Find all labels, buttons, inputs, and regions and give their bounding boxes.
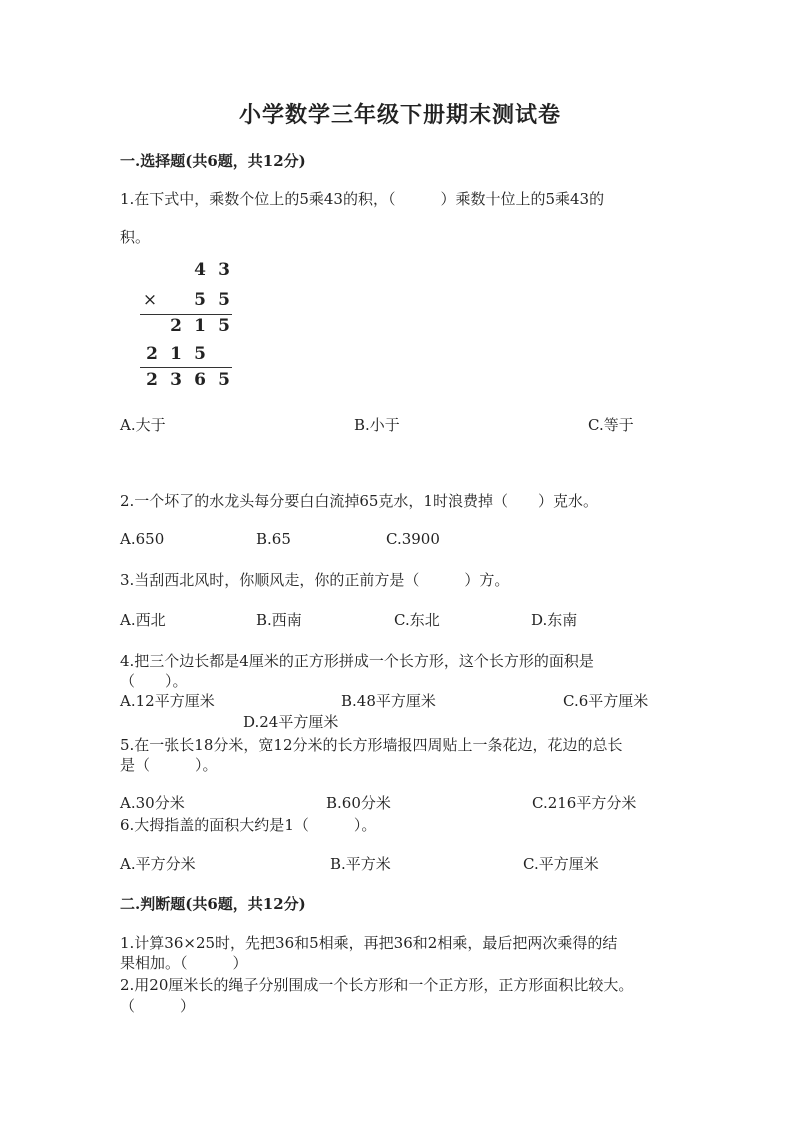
- option-a: A.650: [120, 530, 165, 548]
- question-5-line-2: 是（ ）。: [120, 756, 218, 774]
- section-heading-choice: 一.选择题(共6题，共12分): [120, 152, 306, 170]
- digit: 5: [218, 316, 230, 336]
- digit: 5: [218, 290, 230, 310]
- question-4-line-1: 4.把三个边长都是4厘米的正方形拼成一个长方形，这个长方形的面积是: [120, 652, 594, 670]
- option-c: C.216平方分米: [532, 794, 637, 812]
- option-d: D.24平方厘米: [243, 713, 339, 731]
- question-1-line-1: 1.在下式中，乘数个位上的5乘43的积，（ ）乘数十位上的5乘43的: [120, 190, 605, 208]
- option-a: A.12平方厘米: [120, 692, 215, 710]
- option-b: B.平方米: [330, 855, 391, 873]
- question-2: 2.一个坏了的水龙头每分要白白流掉65克水，1时浪费掉（ ）克水。: [120, 492, 598, 510]
- option-c: C.东北: [394, 611, 440, 629]
- digit: 5: [194, 344, 206, 364]
- option-b: B.60分米: [326, 794, 391, 812]
- option-c: C.平方厘米: [523, 855, 599, 873]
- judgment-1-line-1: 1.计算36×25时，先把36和5相乘，再把36和2相乘，最后把两次乘得的结: [120, 934, 618, 952]
- option-c: C.6平方厘米: [563, 692, 649, 710]
- digit: 2: [146, 370, 158, 390]
- digit: 3: [170, 370, 182, 390]
- option-c: C.等于: [588, 416, 634, 434]
- question-3: 3.当刮西北风时，你顺风走，你的正前方是（ ）方。: [120, 571, 510, 589]
- option-b: B.65: [256, 530, 291, 548]
- digit: 5: [218, 370, 230, 390]
- question-1-line-2: 积。: [120, 228, 151, 246]
- option-a: A.大于: [120, 416, 166, 434]
- question-4-line-2: （ ）。: [120, 672, 188, 690]
- digit: 5: [194, 290, 206, 310]
- digit: 1: [170, 344, 182, 364]
- calc-rule: [140, 367, 232, 368]
- option-a: A.西北: [120, 611, 166, 629]
- option-b: B.小于: [354, 416, 400, 434]
- judgment-2-line-1: 2.用20厘米长的绳子分别围成一个长方形和一个正方形，正方形面积比较大。: [120, 976, 634, 994]
- digit: 1: [194, 316, 206, 336]
- question-6: 6.大拇指盖的面积大约是1（ ）。: [120, 816, 377, 834]
- option-b: B.48平方厘米: [341, 692, 436, 710]
- vertical-multiplication: [140, 258, 235, 393]
- digit: 2: [146, 344, 158, 364]
- judgment-1-line-2: 果相加。（ ）: [120, 954, 248, 972]
- option-a: A.30分米: [120, 794, 185, 812]
- digit: 3: [218, 260, 230, 280]
- digit: 4: [194, 260, 206, 280]
- option-a: A.平方分米: [120, 855, 196, 873]
- digit: 6: [194, 370, 206, 390]
- judgment-2-line-2: （ ）: [120, 997, 196, 1015]
- option-c: C.3900: [386, 530, 440, 548]
- times-sign: ×: [142, 290, 158, 310]
- question-5-line-1: 5.在一张长18分米，宽12分米的长方形墙报四周贴上一条花边，花边的总长: [120, 736, 623, 754]
- option-b: B.西南: [256, 611, 302, 629]
- option-d: D.东南: [531, 611, 578, 629]
- calc-rule: [140, 314, 232, 315]
- section-heading-judgment: 二.判断题(共6题，共12分): [120, 895, 306, 913]
- page-title: 小学数学三年级下册期末测试卷: [238, 102, 561, 128]
- digit: 2: [170, 316, 182, 336]
